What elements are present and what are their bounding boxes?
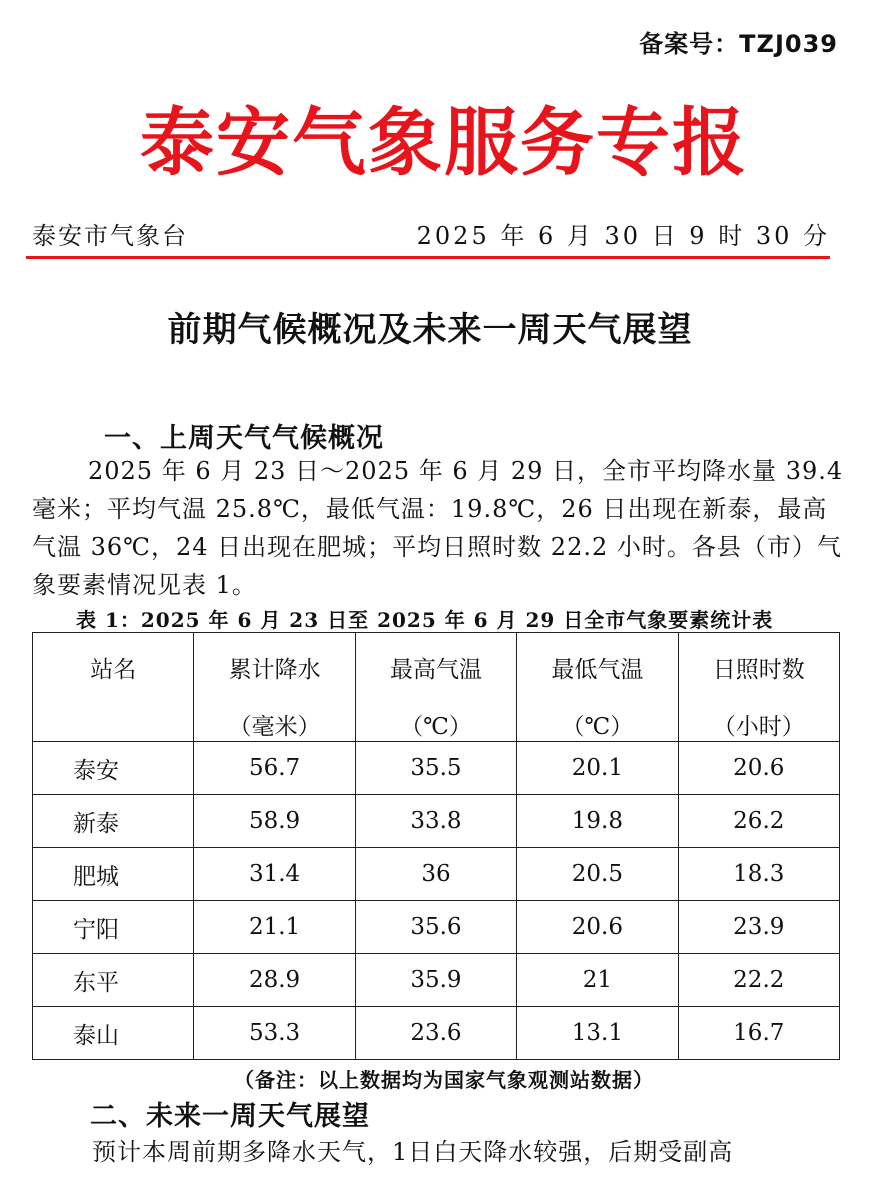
weather-stats-table: [32, 632, 840, 1060]
section1-heading: 一、上周天气气候概况: [104, 423, 384, 454]
min-temp-cell: 20.5: [517, 848, 678, 901]
record-number: 备案号：TZJ039: [639, 30, 838, 58]
header-sunshine: 日照时数 （小时）: [678, 633, 839, 742]
table-note: （备注：以上数据均为国家气象观测站数据）: [234, 1068, 654, 1092]
report-title: 前期气候概况及未来一周天气展望: [167, 310, 693, 350]
table-row: [33, 742, 840, 795]
precipitation-cell: 58.9: [194, 795, 355, 848]
header-precipitation: 累计降水 （毫米）: [194, 633, 355, 742]
table-row: [33, 848, 840, 901]
table-row: [33, 954, 840, 1007]
issue-date: 2025 年 6 月 30 日 9 时 30 分: [416, 222, 830, 250]
masthead-title: 泰安气象服务专报: [140, 100, 748, 186]
issuer: 泰安市气象台: [32, 222, 188, 250]
min-temp-cell: 19.8: [517, 795, 678, 848]
max-temp-cell: 35.9: [355, 954, 516, 1007]
min-temp-cell: 13.1: [517, 1007, 678, 1060]
section2-paragraph: 预计本周前期多降水天气，1日白天降水较强，后期受副高: [92, 1138, 734, 1166]
max-temp-cell: 35.6: [355, 901, 516, 954]
station-name: 宁阳: [33, 901, 194, 954]
precipitation-cell: 21.1: [194, 901, 355, 954]
station-name: 泰山: [33, 1007, 194, 1060]
table-header-row: [33, 633, 840, 742]
min-temp-cell: 21: [517, 954, 678, 1007]
header-max-temp: 最高气温 （℃）: [355, 633, 516, 742]
max-temp-cell: 36: [355, 848, 516, 901]
sunshine-cell: 26.2: [678, 795, 839, 848]
station-name: 东平: [33, 954, 194, 1007]
max-temp-cell: 33.8: [355, 795, 516, 848]
sunshine-cell: 16.7: [678, 1007, 839, 1060]
sunshine-cell: 18.3: [678, 848, 839, 901]
precipitation-cell: 28.9: [194, 954, 355, 1007]
table-row: [33, 1007, 840, 1060]
table-caption: 表 1：2025 年 6 月 23 日至 2025 年 6 月 29 日全市气象要素统计表: [76, 608, 774, 632]
table-row: [33, 795, 840, 848]
sunshine-cell: 22.2: [678, 954, 839, 1007]
sunshine-cell: 23.9: [678, 901, 839, 954]
precipitation-cell: 53.3: [194, 1007, 355, 1060]
min-temp-cell: 20.1: [517, 742, 678, 795]
sunshine-cell: 20.6: [678, 742, 839, 795]
precipitation-cell: 31.4: [194, 848, 355, 901]
min-temp-cell: 20.6: [517, 901, 678, 954]
header-station: 站名: [33, 633, 194, 742]
header-min-temp: 最低气温 （℃）: [517, 633, 678, 742]
station-name: 新泰: [33, 795, 194, 848]
header-divider: [26, 256, 830, 259]
table-row: [33, 901, 840, 954]
section2-heading: 二、未来一周天气展望: [90, 1101, 370, 1132]
max-temp-cell: 35.5: [355, 742, 516, 795]
section1-text: 2025 年 6 月 23 日～2025 年 6 月 29 日，全市平均降水量 39.4 毫米；平均气温 25.8℃，最低气温：19.8℃，26 日出现在新泰，最高气温 36℃，24 日出现在肥城；平均日照时数 22.2 小时。各县（市）气象要素情况见表 1。: [32, 457, 844, 599]
station-name: 泰安: [33, 742, 194, 795]
max-temp-cell: 23.6: [355, 1007, 516, 1060]
station-name: 肥城: [33, 848, 194, 901]
precipitation-cell: 56.7: [194, 742, 355, 795]
section1-paragraph: [32, 452, 852, 604]
